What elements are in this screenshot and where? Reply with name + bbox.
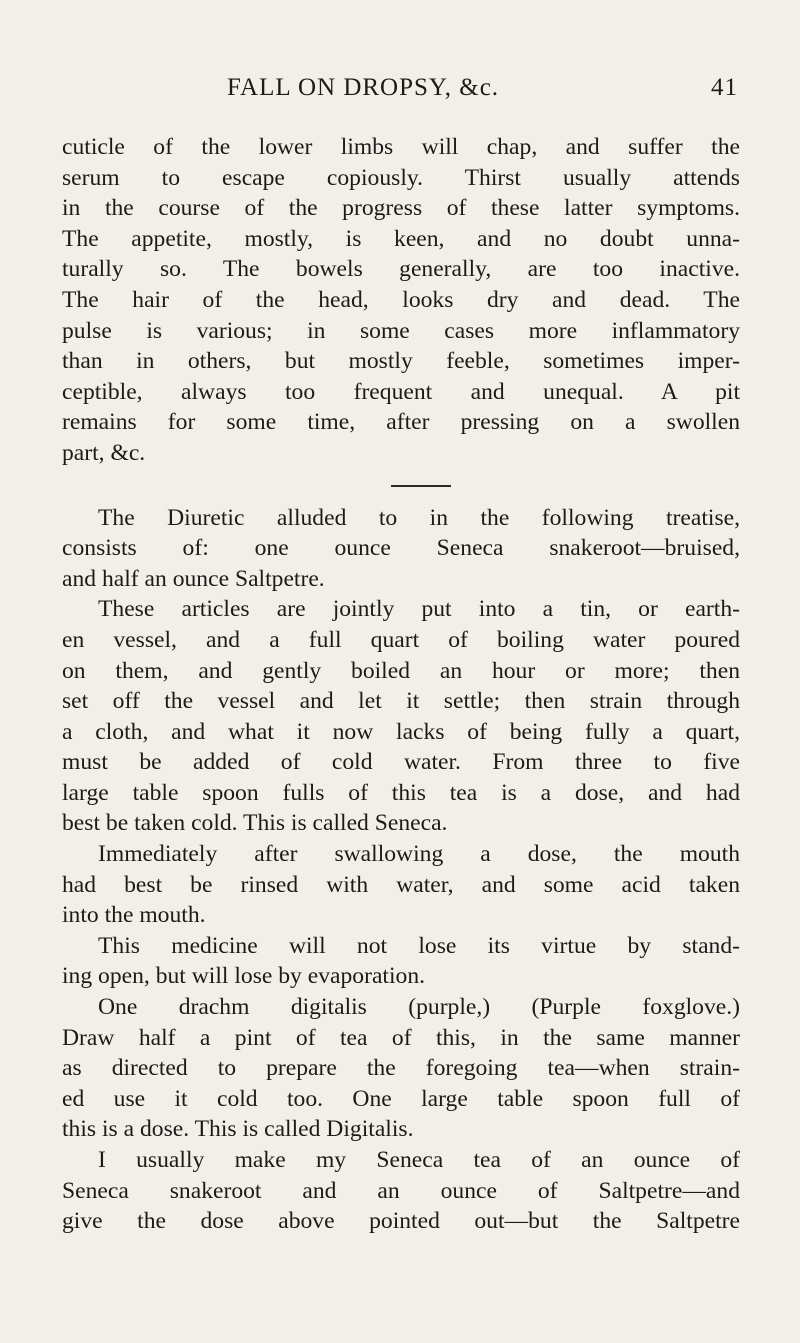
text-line: One drachm digitalis (purple,) (Purple foxglove.) xyxy=(98,994,740,1021)
text-line: best be taken cold. This is called Seneca. xyxy=(62,810,448,837)
page-number: 41 xyxy=(711,74,738,101)
text-line: had best be rinsed with water, and some acid taken xyxy=(62,871,740,898)
paragraph-symptoms xyxy=(62,132,740,469)
text-line: consists of: one ounce Seneca snakeroot—bruised, xyxy=(62,535,740,562)
text-line: and half an ounce Saltpetre. xyxy=(62,565,325,592)
text-line: ed use it cold too. One large table spoon full of xyxy=(62,1085,740,1112)
text-line: This medicine will not lose its virtue by stand- xyxy=(98,932,740,959)
text-line: I usually make my Seneca tea of an ounce of xyxy=(98,1147,740,1173)
text-line: part, &c. xyxy=(62,439,146,466)
text-line: pulse is various; in some cases more inflammatory xyxy=(62,317,740,344)
paragraph-digitalis xyxy=(62,992,740,1145)
text-line: in the course of the progress of these latter symptoms. xyxy=(62,195,740,222)
paragraph-usual-practice xyxy=(62,1145,740,1237)
text-line: ing open, but will lose by evaporation. xyxy=(62,963,426,990)
text-line: ceptible, always too frequent and unequal. A pit xyxy=(62,378,740,405)
text-line: en vessel, and a full quart of boiling water poured xyxy=(62,626,740,653)
text-line: The Diuretic alluded to in the following treatise, xyxy=(98,504,740,531)
text-line: serum to escape copiously. Thirst usually attends xyxy=(62,164,740,191)
text-line: must be added of cold water. From three to five xyxy=(62,749,740,776)
text-line: remains for some time, after pressing on a swollen xyxy=(62,409,740,436)
text-line: These articles are jointly put into a tin, or earth- xyxy=(98,596,740,623)
text-line: on them, and gently boiled an hour or more; then xyxy=(62,657,740,684)
text-line: The appetite, mostly, is keen, and no doubt unna- xyxy=(62,225,740,252)
text-line: Draw half a pint of tea of this, in the same manner xyxy=(62,1024,740,1051)
text-line: large table spoon fulls of this tea is a dose, and had xyxy=(62,779,740,806)
text-line: Immediately after swallowing a dose, the mouth xyxy=(98,841,740,868)
paragraph-diuretic xyxy=(62,503,740,595)
text-line: this is a dose. This is called Digitalis. xyxy=(62,1116,414,1143)
text-line: a cloth, and what it now lacks of being fully a quart, xyxy=(62,718,740,745)
paragraph-preparation xyxy=(62,594,740,839)
text-line: cuticle of the lower limbs will chap, and suffer the xyxy=(62,134,740,160)
paragraph-storage xyxy=(62,931,740,992)
text-line: than in others, but mostly feeble, sometimes imper- xyxy=(62,348,740,375)
text-line: Seneca snakeroot and an ounce of Saltpetre—and xyxy=(62,1177,740,1204)
section-divider xyxy=(391,485,451,487)
text-line: set off the vessel and let it settle; then strain through xyxy=(62,688,740,715)
text-line: give the dose above pointed out—but the Saltpetre xyxy=(62,1208,740,1235)
text-line: as directed to prepare the foregoing tea—when strain- xyxy=(62,1055,740,1082)
text-line: The hair of the head, looks dry and dead. The xyxy=(62,286,740,313)
text-line: into the mouth. xyxy=(62,902,206,929)
body-text xyxy=(62,132,740,1237)
running-title: FALL ON DROPSY, &c. xyxy=(227,74,500,101)
paragraph-rinse xyxy=(62,839,740,931)
text-line: turally so. The bowels generally, are too inactive. xyxy=(62,256,740,283)
running-head xyxy=(62,70,740,110)
